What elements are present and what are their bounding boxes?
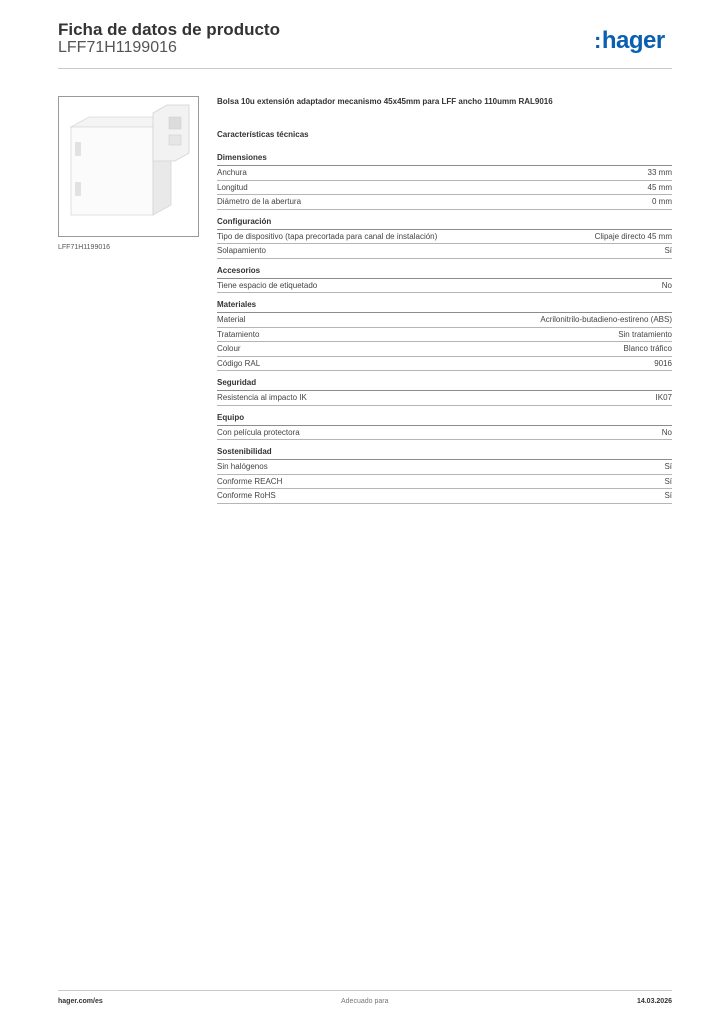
spec-label: Colour bbox=[217, 344, 241, 353]
spec-section bbox=[217, 152, 672, 210]
spec-value: Blanco tráfico bbox=[623, 344, 672, 353]
footer-website[interactable]: hager.com/es bbox=[58, 998, 103, 1005]
spec-value: 9016 bbox=[654, 358, 672, 368]
spec-label: Tratamiento bbox=[217, 329, 260, 339]
section-title: Materiales bbox=[217, 299, 672, 313]
spec-label: Sin halógenos bbox=[217, 462, 268, 471]
product-details bbox=[217, 96, 672, 510]
spec-value: Sí bbox=[664, 491, 672, 500]
spec-value: Acrilonitrilo-butadieno-estireno (ABS) bbox=[540, 315, 672, 324]
footer-date: 14.03.2026 bbox=[636, 998, 672, 1005]
section-title: Dimensiones bbox=[217, 152, 672, 166]
spec-sections bbox=[217, 152, 672, 504]
spec-row bbox=[217, 230, 672, 245]
spec-label: Material bbox=[217, 315, 246, 324]
spec-label: Conforme RoHS bbox=[217, 491, 276, 500]
spec-row bbox=[217, 391, 672, 406]
spec-label: Longitud bbox=[217, 182, 248, 192]
product-reference: LFF71H1199016 bbox=[58, 39, 177, 56]
spec-label: Diámetro de la abertura bbox=[217, 197, 302, 206]
spec-value: 0 mm bbox=[652, 197, 672, 206]
product-description: Bolsa 10u extensión adaptador mecanismo 45x45mm para LFF ancho 110umm RAL9016 bbox=[217, 97, 553, 106]
spec-row bbox=[217, 475, 672, 490]
spec-row bbox=[217, 426, 672, 441]
image-caption: LFF71H1199016 bbox=[58, 244, 111, 251]
section-title: Accesorios bbox=[217, 265, 672, 279]
spec-row bbox=[217, 181, 672, 196]
technical-characteristics-heading: Características técnicas bbox=[217, 130, 309, 139]
section-title: Equipo bbox=[217, 412, 672, 426]
spec-section bbox=[217, 412, 672, 441]
page-title: Ficha de datos de producto bbox=[58, 20, 280, 39]
spec-section bbox=[217, 216, 672, 259]
spec-row bbox=[217, 357, 672, 372]
spec-label: Tiene espacio de etiquetado bbox=[217, 280, 318, 290]
section-title: Configuración bbox=[217, 216, 672, 230]
spec-label: Conforme REACH bbox=[217, 476, 283, 486]
spec-row bbox=[217, 195, 672, 210]
spec-row bbox=[217, 489, 672, 504]
spec-label: Anchura bbox=[217, 168, 247, 177]
product-photo-illustration bbox=[59, 97, 198, 236]
spec-section bbox=[217, 377, 672, 406]
spec-section bbox=[217, 265, 672, 294]
spec-section bbox=[217, 299, 672, 371]
spec-value: No bbox=[661, 427, 672, 437]
spec-value: Sí bbox=[664, 476, 672, 486]
spec-row bbox=[217, 166, 672, 181]
spec-row bbox=[217, 313, 672, 328]
spec-row bbox=[217, 279, 672, 294]
header-divider bbox=[58, 68, 672, 69]
spec-row bbox=[217, 328, 672, 343]
spec-row bbox=[217, 342, 672, 357]
footer-suitable-for: Adecuado para bbox=[341, 998, 389, 1005]
product-image bbox=[58, 96, 199, 237]
spec-label: Tipo de dispositivo (tapa precortada para canal de instalación) bbox=[217, 231, 438, 241]
spec-value: Sí bbox=[664, 246, 672, 255]
section-title: Seguridad bbox=[217, 377, 672, 391]
spec-row bbox=[217, 460, 672, 475]
spec-value: Sin tratamiento bbox=[618, 329, 672, 339]
spec-row bbox=[217, 244, 672, 259]
logo-text: hager bbox=[601, 27, 665, 54]
spec-value: IK07 bbox=[655, 393, 672, 402]
spec-label: Resistencia al impacto IK bbox=[217, 393, 307, 402]
footer-divider bbox=[58, 990, 672, 991]
spec-label: Código RAL bbox=[217, 358, 261, 368]
spec-label: Solapamiento bbox=[217, 246, 266, 255]
spec-value: 45 mm bbox=[647, 182, 672, 192]
spec-value: No bbox=[661, 280, 672, 290]
spec-value: Sí bbox=[664, 462, 672, 471]
spec-label: Con película protectora bbox=[217, 427, 300, 437]
hager-logo: :hager bbox=[594, 27, 665, 54]
spec-value: Clipaje directo 45 mm bbox=[594, 231, 672, 241]
spec-section bbox=[217, 446, 672, 504]
section-title: Sostenibilidad bbox=[217, 446, 672, 460]
spec-value: 33 mm bbox=[647, 168, 672, 177]
